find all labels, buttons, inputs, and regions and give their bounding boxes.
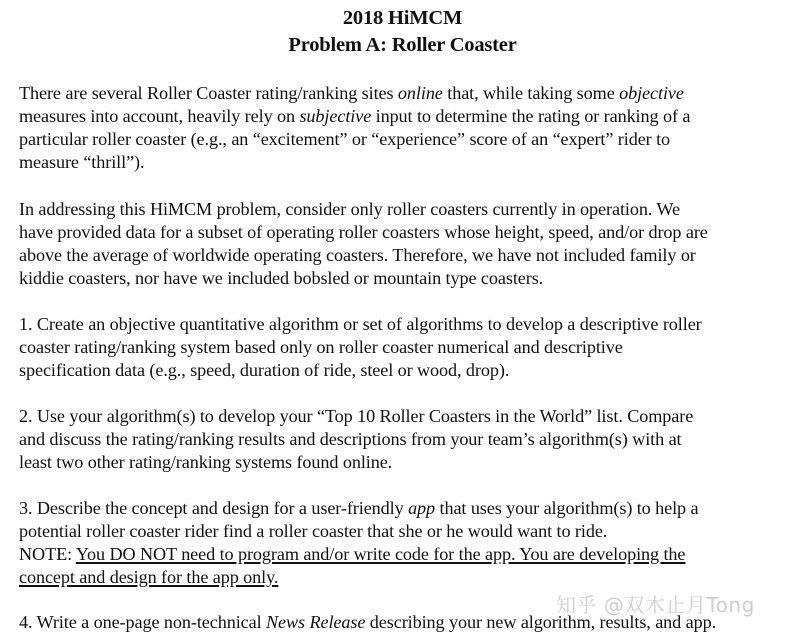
document-title (0, 5, 805, 59)
intro-line-4: measure “thrill”). (19, 152, 145, 172)
task-1 (19, 313, 794, 382)
scope-line-2: have provided data for a subset of operating roller coasters whose height, speed, and/or drop are (19, 222, 708, 242)
task-3-note-line-1 (19, 543, 794, 566)
task-2 (19, 405, 794, 474)
task-3-line-2: potential roller coaster rider find a roller coaster that she or he would want to ride. (19, 521, 608, 541)
emphasis-news-release: News Release (266, 612, 366, 632)
note-underlined-text: You DO NOT need to program and/or write code for the app. You are developing the (75, 544, 686, 564)
task-2-line-3: least two other rating/ranking systems found online. (19, 452, 393, 472)
task-2-line-2: and discuss the rating/ranking results and descriptions from your team’s algorithm(s) with at (19, 429, 682, 449)
scope-paragraph (19, 198, 794, 290)
text-run: input to determine the rating or ranking of a (371, 106, 691, 126)
emphasis-objective: objective (619, 83, 684, 103)
intro-paragraph (19, 82, 794, 174)
text-run: 3. Describe the concept and design for a user-friendly (19, 498, 409, 518)
text-run: describing your new algorithm, results, and app. (365, 612, 717, 632)
intro-line-3: particular roller coaster (e.g., an “excitement” or “experience” score of an “expert” rider to (19, 129, 671, 149)
text-run: that uses your algorithm(s) to help a (435, 498, 699, 518)
task-3-line-1 (19, 497, 794, 520)
task-4 (19, 611, 794, 634)
scope-line-1: In addressing this HiMCM problem, consider only roller coasters currently in operation. We (19, 199, 680, 219)
task-4-line-1 (19, 611, 794, 634)
task-1-line-2: coaster rating/ranking system based only on roller coaster numerical and descriptive (19, 337, 623, 357)
intro-line-2 (19, 105, 794, 128)
note-label: NOTE: (19, 544, 76, 564)
title-year-line: 2018 HiMCM (342, 7, 463, 29)
text-run: 4. Write a one-page non-technical (19, 612, 267, 632)
text-run: There are several Roller Coaster rating/ranking sites (19, 83, 398, 103)
task-1-line-3: specification data (e.g., speed, duration of ride, steel or wood, drop). (19, 360, 510, 380)
title-problem-line: Problem A: Roller Coaster (288, 34, 517, 56)
note-underlined-text: concept and design for the app only. (19, 567, 279, 587)
task-3 (19, 497, 794, 589)
task-2-line-1: 2. Use your algorithm(s) to develop your “Top 10 Roller Coasters in the World” list. Compare (19, 406, 694, 426)
zhihu-watermark: 知乎 @双木止月Tong (556, 593, 755, 617)
text-run: that, while taking some (442, 83, 620, 103)
emphasis-subjective: subjective (299, 106, 372, 126)
scope-line-4: kiddie coasters, nor have we included bobsled or mountain type coasters. (19, 268, 544, 288)
task-1-line-1: 1. Create an objective quantitative algorithm or set of algorithms to develop a descriptive roller (19, 314, 702, 334)
text-run: measures into account, heavily rely on (19, 106, 300, 126)
emphasis-app: app (408, 498, 436, 518)
scope-line-3: above the average of worldwide operating coasters. Therefore, we have not included family or (19, 245, 696, 265)
intro-line-1 (19, 82, 794, 105)
emphasis-online: online (397, 83, 443, 103)
task-3-note-line-2 (19, 566, 794, 589)
